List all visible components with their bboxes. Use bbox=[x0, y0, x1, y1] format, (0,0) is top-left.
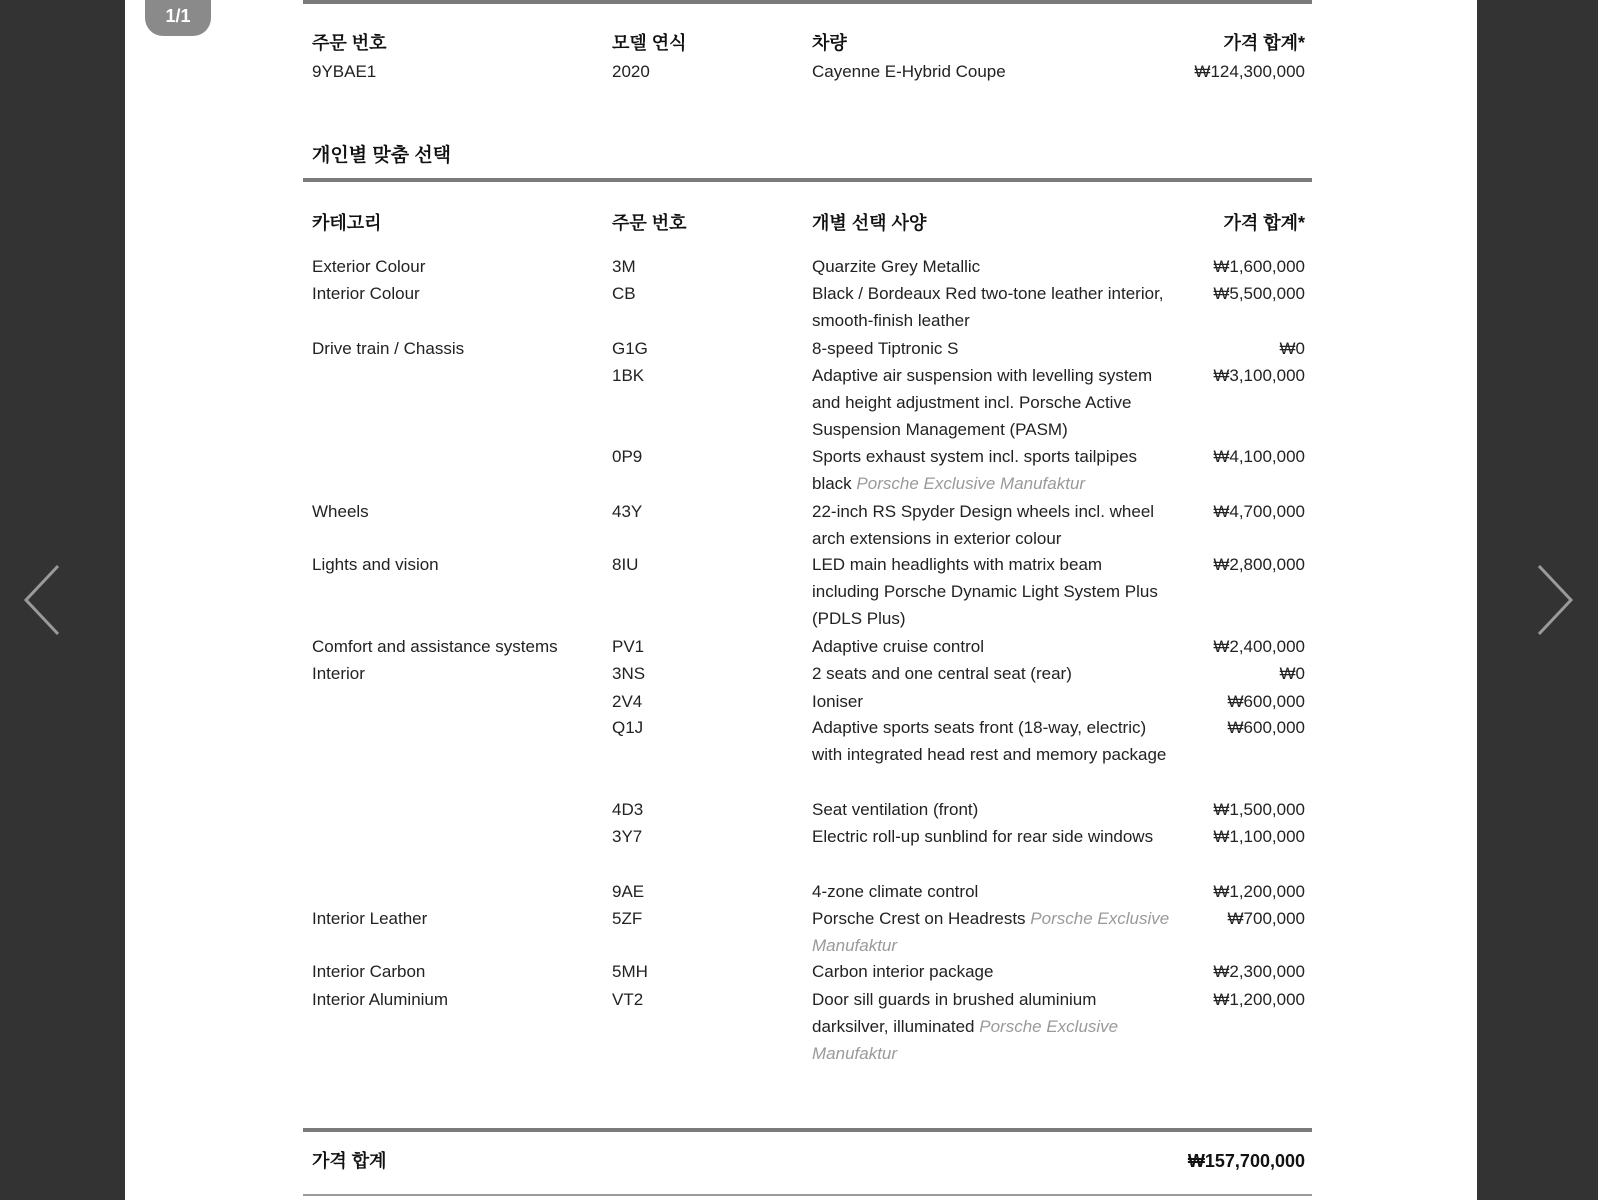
option-description-header: 개별 선택 사양 bbox=[812, 213, 927, 233]
option-price: ₩2,300,000 bbox=[1213, 962, 1305, 981]
option-description-text: Adaptive air suspension with levelling system and height adjustment incl. Porsche Active Suspension Management (PASM) bbox=[812, 366, 1153, 439]
option-code-header: 주문 번호 bbox=[612, 213, 687, 233]
option-price: ₩2,400,000 bbox=[1213, 637, 1305, 656]
vehicle-value: Cayenne E-Hybrid Coupe bbox=[812, 62, 1006, 81]
option-description-text: Carbon interior package bbox=[812, 962, 994, 981]
option-code: 0P9 bbox=[612, 447, 643, 466]
option-price: ₩1,200,000 bbox=[1213, 882, 1305, 901]
option-code: 5MH bbox=[612, 962, 648, 981]
option-category: Interior Colour bbox=[312, 284, 420, 303]
previous-page-button[interactable] bbox=[22, 560, 62, 640]
option-description-text: 22-inch RS Spyder Design wheels incl. wheel arch extensions in exterior colour bbox=[812, 502, 1155, 548]
option-code: 2V4 bbox=[612, 692, 643, 711]
option-code: 4D3 bbox=[612, 800, 644, 819]
option-description-text: Door sill guards in brushed aluminium darksilver, illuminated bbox=[812, 990, 1097, 1036]
option-code: VT2 bbox=[612, 990, 644, 1009]
option-category: Exterior Colour bbox=[312, 257, 426, 276]
page-counter: 1/1 bbox=[145, 0, 211, 36]
option-code: CB bbox=[612, 284, 636, 303]
option-price: ₩0 bbox=[1279, 339, 1305, 358]
total-rule bbox=[303, 1128, 1312, 1132]
option-code: 3NS bbox=[612, 664, 646, 683]
option-brand-note: Porsche Exclusive Manufaktur bbox=[812, 909, 1170, 955]
option-description-text: Adaptive cruise control bbox=[812, 637, 984, 656]
option-code: Q1J bbox=[612, 718, 644, 737]
vehicle-header: 차량 bbox=[812, 33, 847, 53]
option-price: ₩1,100,000 bbox=[1213, 827, 1305, 846]
option-code: 3Y7 bbox=[612, 827, 643, 846]
option-price: ₩0 bbox=[1279, 664, 1305, 683]
option-description-text: Adaptive sports seats front (18-way, electric) with integrated head rest and memory package bbox=[812, 718, 1167, 764]
option-description-text: LED main headlights with matrix beam including Porsche Dynamic Light System Plus (PDLS Plus) bbox=[812, 555, 1158, 628]
chevron-right-icon bbox=[1535, 560, 1575, 640]
option-category: Comfort and assistance systems bbox=[312, 637, 558, 656]
section-title: 개인별 맞춤 선택 bbox=[312, 145, 452, 166]
option-description-text: Ioniser bbox=[812, 692, 864, 711]
option-description-text: Porsche Crest on Headrests bbox=[812, 909, 1026, 928]
order-number-header: 주문 번호 bbox=[312, 33, 387, 53]
top-rule bbox=[303, 0, 1312, 4]
option-price: ₩1,600,000 bbox=[1213, 257, 1305, 276]
option-price: ₩5,500,000 bbox=[1213, 284, 1305, 303]
option-description-text: Quarzite Grey Metallic bbox=[812, 257, 981, 276]
option-category: Interior bbox=[312, 664, 365, 683]
option-category: Interior Carbon bbox=[312, 962, 426, 981]
next-page-button[interactable] bbox=[1535, 560, 1575, 640]
option-description-text: Electric roll-up sunblind for rear side windows bbox=[812, 827, 1154, 846]
option-price: ₩1,500,000 bbox=[1213, 800, 1305, 819]
option-price-header: 가격 합계* bbox=[1223, 213, 1305, 233]
option-code: 3M bbox=[612, 257, 636, 276]
option-code: 1BK bbox=[612, 366, 645, 385]
option-description-text: Black / Bordeaux Red two-tone leather interior, smooth-finish leather bbox=[812, 284, 1164, 330]
order-number-value: 9YBAE1 bbox=[312, 62, 377, 81]
total-value: ₩157,700,000 bbox=[1187, 1151, 1305, 1171]
chevron-left-icon bbox=[22, 560, 62, 640]
option-description-text: Sports exhaust system incl. sports tailpipes black bbox=[812, 447, 1138, 493]
bottom-rule bbox=[303, 1194, 1312, 1196]
option-price: ₩700,000 bbox=[1227, 909, 1305, 928]
section-rule bbox=[303, 178, 1312, 182]
model-year-header: 모델 연식 bbox=[612, 33, 687, 53]
option-price: ₩4,700,000 bbox=[1213, 502, 1305, 521]
option-price: ₩4,100,000 bbox=[1213, 447, 1305, 466]
option-code: 9AE bbox=[612, 882, 645, 901]
option-category: Interior Leather bbox=[312, 909, 428, 928]
option-price: ₩2,800,000 bbox=[1213, 555, 1305, 574]
option-description-text: 4-zone climate control bbox=[812, 882, 979, 901]
option-category: Wheels bbox=[312, 502, 369, 521]
option-description-text: 8-speed Tiptronic S bbox=[812, 339, 959, 358]
category-header: 카테고리 bbox=[312, 213, 382, 233]
option-brand-note: Porsche Exclusive Manufaktur bbox=[812, 1017, 1119, 1063]
option-description-text: 2 seats and one central seat (rear) bbox=[812, 664, 1072, 683]
model-year-value: 2020 bbox=[612, 62, 650, 81]
option-code: G1G bbox=[612, 339, 648, 358]
option-code: 43Y bbox=[612, 502, 643, 521]
total-label: 가격 합계 bbox=[312, 1151, 387, 1171]
option-category: Lights and vision bbox=[312, 555, 439, 574]
option-category: Interior Aluminium bbox=[312, 990, 449, 1009]
option-price: ₩3,100,000 bbox=[1213, 366, 1305, 385]
option-code: 5ZF bbox=[612, 909, 643, 928]
option-code: PV1 bbox=[612, 637, 645, 656]
vehicle-price-value: ₩124,300,000 bbox=[1194, 62, 1305, 81]
option-brand-note: Porsche Exclusive Manufaktur bbox=[856, 474, 1086, 493]
option-price: ₩1,200,000 bbox=[1213, 990, 1305, 1009]
price-header: 가격 합계* bbox=[1223, 33, 1305, 53]
option-price: ₩600,000 bbox=[1227, 692, 1305, 711]
option-price: ₩600,000 bbox=[1227, 718, 1305, 737]
option-category: Drive train / Chassis bbox=[312, 339, 465, 358]
option-code: 8IU bbox=[612, 555, 639, 574]
option-description-text: Seat ventilation (front) bbox=[812, 800, 979, 819]
